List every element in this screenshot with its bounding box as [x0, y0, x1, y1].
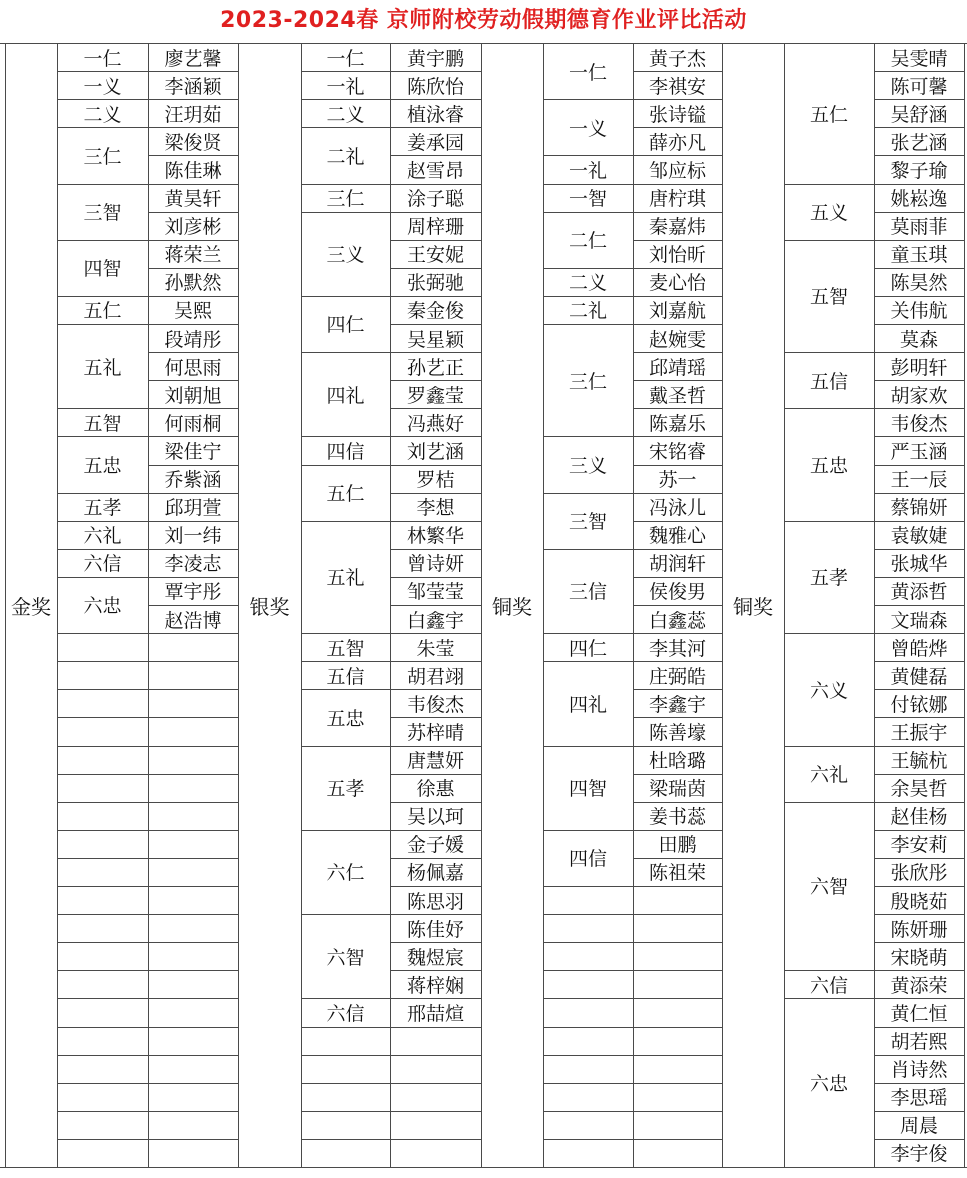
class-cell: 二义	[326, 103, 365, 126]
grid-line-horizontal	[543, 942, 722, 943]
student-name: 苏一	[658, 469, 697, 492]
student-name: 黎子瑜	[890, 159, 948, 182]
student-name: 李思瑶	[890, 1087, 948, 1110]
student-name: 陈妍珊	[890, 918, 948, 941]
class-cell: 五忠	[326, 707, 365, 730]
student-name: 薛亦凡	[648, 131, 706, 154]
student-name: 侯俊男	[648, 581, 706, 604]
student-name: 李涵颖	[164, 75, 222, 98]
class-cell: 四仁	[326, 314, 365, 337]
class-cell: 二礼	[568, 300, 607, 323]
student-name: 秦金俊	[406, 300, 464, 323]
student-name: 韦俊杰	[406, 693, 464, 716]
class-cell: 三义	[326, 244, 365, 267]
award-label: 铜奖	[733, 594, 773, 619]
class-cell: 三义	[568, 454, 607, 477]
grid-line-horizontal	[57, 633, 148, 634]
student-name: 余昊哲	[890, 778, 948, 801]
grid-line-horizontal	[784, 1167, 874, 1168]
class-cell: 三仁	[568, 370, 607, 393]
student-name: 戴圣哲	[648, 384, 706, 407]
student-name: 黄子杰	[648, 47, 706, 70]
student-name: 林繁华	[406, 525, 464, 548]
grid-line-horizontal	[57, 774, 238, 775]
class-cell: 三智	[83, 202, 122, 225]
class-cell: 五忠	[809, 454, 848, 477]
student-name: 麦心怡	[648, 272, 706, 295]
class-cell: 五孝	[326, 778, 365, 801]
grid-line-horizontal	[301, 1055, 481, 1056]
student-name: 赵雪昂	[406, 159, 464, 182]
student-name: 关伟航	[890, 300, 948, 323]
grid-line-horizontal	[57, 661, 238, 662]
student-name: 杜晗璐	[648, 750, 706, 773]
class-cell: 一仁	[568, 61, 607, 84]
class-cell: 六信	[326, 1002, 365, 1025]
grid-line-horizontal	[57, 970, 238, 971]
student-name: 蒋梓娴	[406, 974, 464, 997]
grid-line-horizontal	[390, 1027, 481, 1028]
student-name: 唐柠琪	[648, 188, 706, 211]
student-name: 苏梓晴	[406, 721, 464, 744]
grid-line-vertical	[964, 43, 965, 1167]
student-name: 胡润轩	[648, 553, 706, 576]
student-name: 邱靖瑶	[648, 356, 706, 379]
student-name: 白鑫宇	[406, 609, 464, 632]
student-name: 黄昊轩	[164, 188, 222, 211]
student-name: 陈欣怡	[406, 75, 464, 98]
student-name: 李凌志	[164, 553, 222, 576]
grid-line-horizontal	[148, 633, 238, 634]
student-name: 陈嘉乐	[648, 412, 706, 435]
class-cell: 五礼	[326, 567, 365, 590]
grid-line-horizontal	[57, 1111, 238, 1112]
grid-line-horizontal	[57, 1083, 238, 1084]
student-name: 段靖彤	[164, 328, 222, 351]
class-cell: 四智	[568, 778, 607, 801]
grid-line-horizontal	[543, 1111, 722, 1112]
class-cell: 五仁	[326, 483, 365, 506]
student-name: 殷晓茹	[890, 890, 948, 913]
class-cell: 四礼	[568, 693, 607, 716]
student-name: 陈可馨	[890, 75, 948, 98]
grid-line-horizontal	[543, 914, 722, 915]
student-name: 胡若熙	[890, 1031, 948, 1054]
student-name: 李安莉	[890, 834, 948, 857]
student-name: 蔡锦妍	[890, 497, 948, 520]
student-name: 曾皓烨	[890, 637, 948, 660]
class-cell: 五忠	[83, 454, 122, 477]
student-name: 梁俊贤	[164, 131, 222, 154]
student-name: 周梓珊	[406, 216, 464, 239]
student-name: 梁佳宁	[164, 440, 222, 463]
grid-line-horizontal	[301, 1111, 481, 1112]
student-name: 宋铭睿	[648, 440, 706, 463]
class-cell: 一仁	[83, 47, 122, 70]
class-cell: 五义	[809, 202, 848, 225]
student-name: 魏煜宸	[406, 946, 464, 969]
student-name: 朱莹	[416, 637, 455, 660]
student-name: 张诗镒	[648, 103, 706, 126]
grid-line-horizontal	[57, 1167, 238, 1168]
student-name: 王安妮	[406, 244, 464, 267]
class-cell: 三智	[568, 511, 607, 534]
student-name: 彭明轩	[890, 356, 948, 379]
student-name: 邢喆煊	[406, 1002, 464, 1025]
class-cell: 三仁	[83, 145, 122, 168]
student-name: 孙艺正	[406, 356, 464, 379]
student-name: 黄添哲	[890, 581, 948, 604]
class-cell: 六礼	[83, 525, 122, 548]
student-name: 吴舒涵	[890, 103, 948, 126]
student-name: 赵婉雯	[648, 328, 706, 351]
student-name: 吴雯晴	[890, 47, 948, 70]
class-cell: 二义	[568, 272, 607, 295]
class-cell: 三仁	[326, 188, 365, 211]
student-name: 刘彦彬	[164, 216, 222, 239]
class-cell: 四信	[568, 848, 607, 871]
student-name: 袁敏婕	[890, 525, 948, 548]
class-cell: 四信	[326, 440, 365, 463]
student-name: 杨佩嘉	[406, 862, 464, 885]
grid-line-horizontal	[57, 858, 238, 859]
class-cell: 六信	[83, 553, 122, 576]
class-cell: 四智	[83, 258, 122, 281]
student-name: 金子媛	[406, 834, 464, 857]
class-cell: 六忠	[809, 1073, 848, 1096]
class-cell: 一义	[83, 75, 122, 98]
student-name: 陈祖荣	[648, 862, 706, 885]
student-name: 张欣彤	[890, 862, 948, 885]
student-name: 曾诗妍	[406, 553, 464, 576]
class-cell: 五仁	[809, 103, 848, 126]
grid-line-horizontal	[543, 970, 722, 971]
student-name: 赵浩博	[164, 609, 222, 632]
student-name: 吴星颖	[406, 328, 464, 351]
student-name: 莫森	[899, 328, 938, 351]
class-cell: 六礼	[809, 764, 848, 787]
class-cell: 六义	[809, 679, 848, 702]
student-name: 陈思羽	[406, 890, 464, 913]
class-cell: 一智	[568, 188, 607, 211]
student-name: 何思雨	[164, 356, 222, 379]
student-name: 田鹏	[658, 834, 697, 857]
student-name: 陈昊然	[890, 272, 948, 295]
student-name: 张城华	[890, 553, 948, 576]
student-name: 植泳睿	[406, 103, 464, 126]
class-cell: 一礼	[326, 75, 365, 98]
student-name: 肖诗然	[890, 1059, 948, 1082]
student-name: 姚崧逸	[890, 188, 948, 211]
grid-line-horizontal	[301, 1139, 481, 1140]
grid-line-horizontal	[57, 1139, 238, 1140]
class-cell: 六信	[809, 974, 848, 997]
student-name: 黄宇鹏	[406, 47, 464, 70]
student-name: 刘一纬	[164, 525, 222, 548]
grid-line-horizontal	[57, 830, 238, 831]
student-name: 黄添荣	[890, 974, 948, 997]
class-cell: 五孝	[809, 567, 848, 590]
grid-line-horizontal	[57, 689, 238, 690]
grid-line-horizontal	[57, 998, 238, 999]
student-name: 冯泳儿	[648, 497, 706, 520]
student-name: 邹应标	[648, 159, 706, 182]
class-cell: 五礼	[83, 356, 122, 379]
class-cell: 六智	[326, 946, 365, 969]
student-name: 莫雨菲	[890, 216, 948, 239]
student-name: 孙默然	[164, 272, 222, 295]
student-name: 邹莹莹	[406, 581, 464, 604]
student-name: 王毓杭	[890, 750, 948, 773]
grid-line-horizontal	[57, 1027, 238, 1028]
class-cell: 五孝	[83, 497, 122, 520]
student-name: 罗桔	[416, 469, 455, 492]
student-name: 廖艺馨	[164, 47, 222, 70]
grid-line-horizontal	[57, 1055, 238, 1056]
class-cell: 五智	[326, 637, 365, 660]
student-name: 张艺涵	[890, 131, 948, 154]
class-cell: 二礼	[326, 145, 365, 168]
student-name: 陈善壕	[648, 721, 706, 744]
student-name: 覃宇彤	[164, 581, 222, 604]
student-name: 李其河	[648, 637, 706, 660]
class-cell: 一义	[568, 117, 607, 140]
grid-line-horizontal	[543, 1167, 722, 1168]
class-cell: 五信	[809, 370, 848, 393]
student-name: 刘嘉航	[648, 300, 706, 323]
class-cell: 一礼	[568, 159, 607, 182]
student-name: 周晨	[899, 1115, 938, 1138]
class-cell: 四仁	[568, 637, 607, 660]
grid-line-horizontal	[543, 1139, 722, 1140]
grid-line-horizontal	[543, 886, 633, 887]
grid-line-horizontal	[301, 1027, 390, 1028]
student-name: 李宇俊	[890, 1143, 948, 1166]
student-name: 文瑞森	[890, 609, 948, 632]
grid-line-horizontal	[543, 1027, 722, 1028]
grid-line-horizontal	[874, 1167, 964, 1168]
grid-line-horizontal	[543, 1083, 722, 1084]
grid-line-horizontal	[57, 802, 238, 803]
student-name: 秦嘉炜	[648, 216, 706, 239]
class-cell: 五仁	[83, 300, 122, 323]
student-name: 罗鑫莹	[406, 384, 464, 407]
student-name: 涂子聪	[406, 188, 464, 211]
class-cell: 四礼	[326, 384, 365, 407]
grid-line-horizontal	[57, 886, 238, 887]
student-name: 李鑫宇	[648, 693, 706, 716]
class-cell: 六忠	[83, 595, 122, 618]
student-name: 刘朝旭	[164, 384, 222, 407]
student-name: 徐惠	[416, 778, 455, 801]
student-name: 吴熙	[173, 300, 212, 323]
grid-line-horizontal	[633, 886, 722, 887]
class-cell: 五信	[326, 665, 365, 688]
student-name: 刘艺涵	[406, 440, 464, 463]
student-name: 庄弼皓	[648, 665, 706, 688]
student-name: 李祺安	[648, 75, 706, 98]
student-name: 何雨桐	[164, 412, 222, 435]
student-name: 梁瑞茵	[648, 778, 706, 801]
student-name: 姜书蕊	[648, 806, 706, 829]
award-label: 金奖	[11, 594, 51, 619]
student-name: 蒋荣兰	[164, 244, 222, 267]
class-cell: 二义	[83, 103, 122, 126]
student-name: 刘怡昕	[648, 244, 706, 267]
student-name: 黄仁恒	[890, 1002, 948, 1025]
student-name: 乔紫涵	[164, 469, 222, 492]
student-name: 王振宇	[890, 721, 948, 744]
page-title: 2023-2024春 京师附校劳动假期德育作业评比活动	[220, 8, 747, 33]
grid-line-horizontal	[57, 717, 238, 718]
award-label: 铜奖	[492, 594, 532, 619]
student-name: 陈佳妤	[406, 918, 464, 941]
grid-line-horizontal	[543, 998, 722, 999]
class-cell: 六仁	[326, 862, 365, 885]
class-cell: 三信	[568, 581, 607, 604]
student-name: 童玉琪	[890, 244, 948, 267]
grid-line-horizontal	[301, 1167, 481, 1168]
student-name: 付铱娜	[890, 693, 948, 716]
student-name: 胡君翊	[406, 665, 464, 688]
grid-line-horizontal	[543, 1055, 722, 1056]
student-name: 黄健磊	[890, 665, 948, 688]
student-name: 唐慧妍	[406, 750, 464, 773]
grid-line-horizontal	[57, 914, 238, 915]
class-cell: 二仁	[568, 230, 607, 253]
grid-line-horizontal	[57, 942, 238, 943]
student-name: 胡家欢	[890, 384, 948, 407]
student-name: 严玉涵	[890, 440, 948, 463]
student-name: 韦俊杰	[890, 412, 948, 435]
class-cell: 六智	[809, 876, 848, 899]
award-label: 银奖	[249, 594, 290, 619]
student-name: 李想	[416, 497, 455, 520]
student-name: 宋晓萌	[890, 946, 948, 969]
student-name: 陈佳琳	[164, 159, 222, 182]
class-cell: 五智	[83, 412, 122, 435]
student-name: 汪玥茹	[164, 103, 222, 126]
student-name: 赵佳杨	[890, 806, 948, 829]
grid-line-horizontal	[301, 1083, 481, 1084]
student-name: 王一辰	[890, 469, 948, 492]
student-name: 邱玥萱	[164, 497, 222, 520]
student-name: 冯燕好	[406, 412, 464, 435]
student-name: 姜承园	[406, 131, 464, 154]
class-cell: 一仁	[326, 47, 365, 70]
student-name: 张弼驰	[406, 272, 464, 295]
class-cell: 五智	[809, 286, 848, 309]
student-name: 魏雅心	[648, 525, 706, 548]
grid-line-horizontal	[57, 746, 238, 747]
student-name: 吴以珂	[406, 806, 464, 829]
student-name: 白鑫蕊	[648, 609, 706, 632]
